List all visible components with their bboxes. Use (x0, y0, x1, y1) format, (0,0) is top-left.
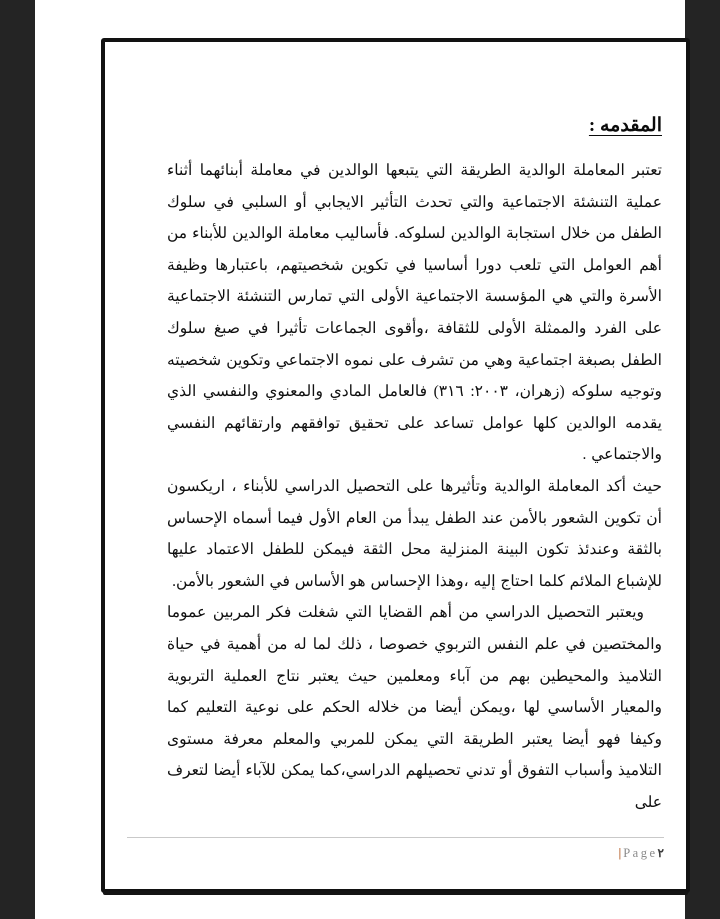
document-body (167, 114, 662, 818)
footer-page-number: ٢ (657, 846, 664, 860)
footer-separator: | (618, 846, 622, 860)
document-page (101, 38, 690, 893)
footer-page-marker (127, 846, 664, 861)
paragraph-1: تعتبر المعاملة الوالدية الطريقة التي يتبعها الوالدين في معاملة أبنائهما أثناء عملية التنشئة الاجتماعية والتي تحدث التأثير الايجابي أو السلبي في سلوك الطفل من خلال استجابة الوالدين لسلوكه. فأساليب معاملة الوالدين للأبناء من أهم العوامل التي تلعب دورا أساسيا في تكوين شخصيتهم، باعتبارها وظيفة الأسرة والتي هي المؤسسة الاجتماعية الأولى التي تمارس التنشئة الاجتماعية على الفرد والممثلة الأولى للثقافة ،وأقوى الجماعات تأثيرا في صبغ سلوك الطفل بصبغة اجتماعية وهي من تشرف على نموه الاجتماعي وتكوين شخصيته وتوجيه سلوكه (زهران، ٢٠٠٣: ٣١٦) فالعامل المادي والمعنوي والنفسي الذي يقدمه الوالدين كلها عوامل تساعد على تحقيق توافقهم وارتقائهم النفسي والاجتماعي . (167, 162, 662, 464)
page-footer (127, 837, 664, 861)
page-content-area (105, 42, 686, 889)
footer-divider (127, 837, 664, 838)
scanned-sheet (35, 0, 685, 919)
footer-page-label: Page (623, 846, 658, 860)
paragraph-3: ويعتبر التحصيل الدراسي من أهم القضايا التي شغلت فكر المربين عموما والمختصين في علم النفس التربوي خصوصا ، ذلك لما له من أهمية في حياة التلاميذ والمحيطين بهم من آباء ومعلمين حيث يعتبر نتاج العملية التربوية والمعيار الأساسي لها ،ويمكن أيضا من خلاله الحكم على نوعية التعليم كما وكيفا فهو أيضا يعتبر الطريقة التي يمكن للمربي والمعلم معرفة مستوى التلاميذ وأسباب التفوق أو تدني تحصيلهم الدراسي،كما يمكن للآباء أيضا لتعرف على (167, 604, 662, 811)
page-title: المقدمه : (588, 115, 662, 136)
paragraph-2: حيث أكد المعاملة الوالدية وتأثيرها على التحصيل الدراسي للأبناء ، اريكسون أن تكوين الشعور بالأمن عند الطفل يبدأ من العام الأول فيما أسماه الإحساس بالثقة وعندئذ تكون البينة المنزلية محل الثقة فيمكن للطفل الاعتماد عليها للإشباع الملائم كلما احتاج إليه ،وهذا الإحساس هو الأساس في الشعور بالأمن. (167, 477, 662, 590)
